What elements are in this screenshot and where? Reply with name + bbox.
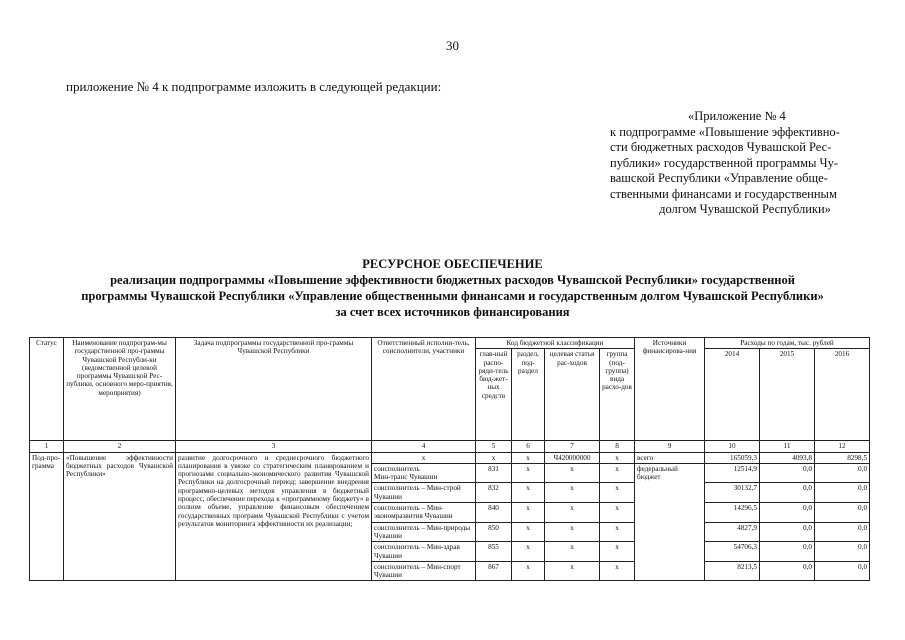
header-expenses: Расходы по годам, тыс. рублей (705, 338, 870, 349)
cell-source: всего (635, 452, 705, 463)
cell-section: x (512, 463, 545, 483)
cell-2016: 0,0 (815, 503, 870, 523)
cell-2016: 0,0 (815, 483, 870, 503)
cell-section: x (512, 483, 545, 503)
cell-2015: 0,0 (760, 463, 815, 483)
column-index: 3 (176, 441, 372, 452)
cell-responsible (372, 561, 476, 581)
cell-target: Ч420000000 (545, 452, 600, 463)
appendix-line: сти бюджетных расходов Чувашской Рес- (610, 140, 832, 154)
cell-2014: 14296,5 (705, 503, 760, 523)
cell-responsible-role: соисполнитель (374, 464, 420, 473)
cell-responsible-role: соисполнитель – (374, 484, 426, 493)
cell-responsible-role: соисполнитель – (374, 504, 426, 513)
header-grbs: глав-ный распо-ряди-тель бюд-жет-ных средств (476, 349, 512, 441)
cell-2014: 4827,9 (705, 522, 760, 542)
header-year-2014: 2014 (705, 349, 760, 441)
cell-2016: 0,0 (815, 561, 870, 581)
heading-subtitle-line: программы Чувашской Республики «Управление общественными финансами и государственным долгом Чувашской Республики» (81, 289, 824, 303)
column-index: 2 (64, 441, 176, 452)
cell-2014: 54706,3 (705, 542, 760, 562)
cell-grbs: x (476, 452, 512, 463)
cell-group: x (600, 542, 635, 562)
header-section: раздел, под-раздел (512, 349, 545, 441)
cell-responsible (372, 542, 476, 562)
cell-grbs: 855 (476, 542, 512, 562)
cell-target: x (545, 483, 600, 503)
document-heading (0, 256, 905, 320)
header-responsible: Ответственный исполни-тель, соисполнители, участники (372, 338, 476, 441)
cell-responsible: x (372, 452, 476, 463)
appendix-reference (610, 109, 880, 218)
cell-target: x (545, 503, 600, 523)
intro-text: приложение № 4 к подпрограмме изложить в следующей редакции: (66, 79, 442, 94)
cell-responsible-ministry: Мин-спорт Чувашии (374, 562, 461, 580)
cell-2015: 0,0 (760, 483, 815, 503)
appendix-line: публики» государственной программы Чу- (610, 155, 839, 170)
cell-target: x (545, 542, 600, 562)
cell-responsible-role: соисполнитель – (374, 562, 426, 571)
cell-grbs: 831 (476, 463, 512, 483)
page-number: 30 (446, 38, 459, 53)
cell-2016: 0,0 (815, 463, 870, 483)
cell-2015: 0,0 (760, 522, 815, 542)
cell-grbs: 850 (476, 522, 512, 542)
header-year-2016: 2016 (815, 349, 870, 441)
header-target: целевая статья рас-ходов (545, 349, 600, 441)
cell-grbs: 867 (476, 561, 512, 581)
cell-2014: 12514,9 (705, 463, 760, 483)
cell-2016: 0,0 (815, 522, 870, 542)
column-index: 12 (815, 441, 870, 452)
cell-2015: 0,0 (760, 503, 815, 523)
cell-responsible (372, 503, 476, 523)
column-index: 10 (705, 441, 760, 452)
column-index: 9 (635, 441, 705, 452)
column-index: 11 (760, 441, 815, 452)
cell-2014: 30132,7 (705, 483, 760, 503)
cell-group: x (600, 561, 635, 581)
cell-section: x (512, 561, 545, 581)
cell-responsible (372, 522, 476, 542)
heading-subtitle-line: за счет всех источников финансирования (335, 305, 570, 319)
cell-group: x (600, 522, 635, 542)
header-group: группа (под-группа) вида расхо-дов (600, 349, 635, 441)
column-index: 7 (545, 441, 600, 452)
cell-responsible-ministry: Мин-экономразвития Чувашии (374, 504, 453, 521)
cell-target: x (545, 463, 600, 483)
appendix-line: вашской Республики «Управление обще- (610, 171, 828, 185)
cell-responsible-role: соисполнитель – (374, 523, 426, 532)
cell-task: развитие долгосрочного и среднесрочного бюджетного планирования в увязке со стратегическим планированием и прогнозами социально-экономического развития Чувашской Республики на долгосрочный период; завершение внедрения программно-целевых методов управления в бюджетный процесс, обеспечение перехода к «программному бюджету» в полном объеме, управление финансовым обеспечением государственных программ Чувашской Республики с учетом результатов мониторинга эффективности их реализации; (176, 452, 372, 581)
column-index: 6 (512, 441, 545, 452)
appendix-line: к подпрограмме «Повышение эффективно- (610, 124, 840, 139)
cell-responsible-ministry: Мин-строй Чувашии (374, 484, 461, 501)
cell-section: x (512, 522, 545, 542)
cell-grbs: 840 (476, 503, 512, 523)
cell-subprogram-name: «Повышение эффективности бюджетных расходов Чувашской Республики» (64, 452, 176, 581)
cell-responsible-ministry: Мин-природы Чувашии (374, 523, 471, 540)
heading-subtitle-line: реализации подпрограммы «Повышение эффективности бюджетных расходов Чувашской Республики» государственной (110, 273, 795, 287)
cell-2015: 4093,8 (760, 452, 815, 463)
cell-group: x (600, 503, 635, 523)
header-status: Статус (30, 338, 64, 441)
column-index: 8 (600, 441, 635, 452)
appendix-line: ственными финансами и государственным (610, 186, 837, 201)
cell-section: x (512, 452, 545, 463)
header-name: Наименование подпрограм-мы государственной про-граммы Чувашской Республи-ки (ведомственной целевой программы Чувашской Рес-публики, основного меро-приятия, мероприятия) (64, 338, 176, 441)
cell-section: x (512, 542, 545, 562)
cell-2014: 165059,3 (705, 452, 760, 463)
cell-status: Под-про-грамма (30, 452, 64, 581)
cell-responsible-ministry: Мин-транс Чувашии (374, 473, 438, 482)
header-code-group: Код бюджетной классификации (476, 338, 635, 349)
cell-2016: 0,0 (815, 542, 870, 562)
appendix-line: «Приложение № 4 (688, 109, 786, 123)
heading-title: РЕСУРСНОЕ ОБЕСПЕЧЕНИЕ (362, 257, 543, 271)
cell-source: федеральный бюджет (635, 463, 705, 581)
cell-responsible-role: соисполнитель – (374, 543, 426, 552)
cell-responsible (372, 463, 476, 483)
cell-group: x (600, 463, 635, 483)
cell-group: x (600, 483, 635, 503)
column-index: 1 (30, 441, 64, 452)
cell-2016: 8298,5 (815, 452, 870, 463)
header-year-2015: 2015 (760, 349, 815, 441)
cell-2014: 8213,5 (705, 561, 760, 581)
cell-target: x (545, 522, 600, 542)
header-task: Задача подпрограммы государственной про-граммы Чувашской Республики (176, 338, 372, 441)
table-row (30, 452, 870, 463)
column-index-row (30, 441, 870, 452)
header-sources: Источники финансирова-ния (635, 338, 705, 441)
cell-group: x (600, 452, 635, 463)
resource-table (29, 337, 870, 581)
cell-responsible-ministry: Мин-здрав Чувашии (374, 543, 460, 560)
column-index: 4 (372, 441, 476, 452)
cell-2015: 0,0 (760, 542, 815, 562)
cell-target: x (545, 561, 600, 581)
cell-section: x (512, 503, 545, 523)
cell-grbs: 832 (476, 483, 512, 503)
cell-2015: 0,0 (760, 561, 815, 581)
column-index: 5 (476, 441, 512, 452)
cell-responsible (372, 483, 476, 503)
appendix-line: долгом Чувашской Республики» (659, 202, 831, 216)
